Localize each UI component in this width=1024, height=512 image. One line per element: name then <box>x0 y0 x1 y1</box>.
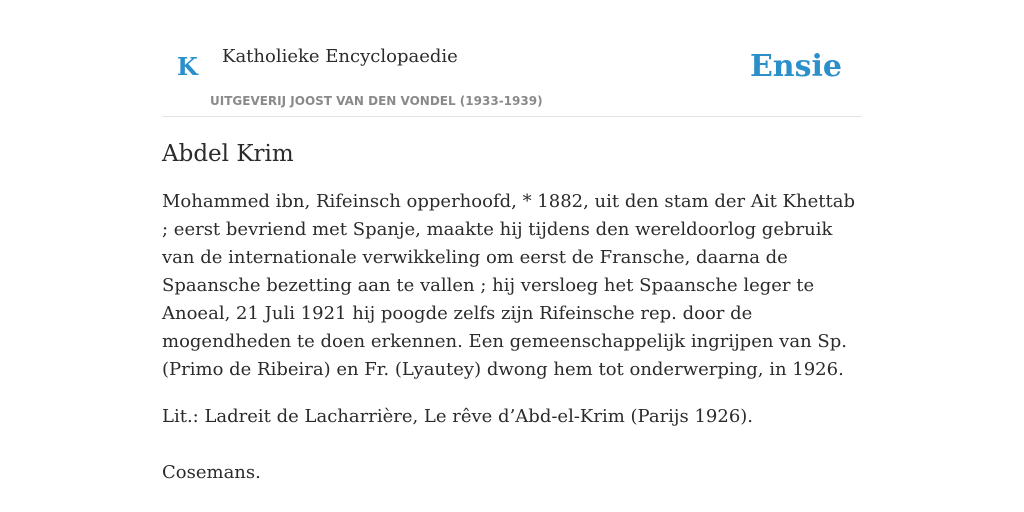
ensie-logo-link[interactable]: Ensie <box>749 49 842 84</box>
entry-body: Mohammed ibn, Rifeinsch opperhoofd, * 1882, uit den stam der Ait Khettab ; eerst bevriend met Spanje, maakte hij tijdens den wereldoorlog gebruik van de internationale verwikkeling om eerst de Fransche, daarna de Spaansche bezetting aan te vallen ; hij versloeg het Spaansche leger te Anoeal, 21 Juli 1921 hij poogde zelfs zijn Rifeinsche rep. door de mogendheden te doen erkennen. Een gemeenschappelijk ingrijpen van Sp. (Primo de Ribeira) en Fr. (Lyautey) dwong hem tot onderwerping, in 1926. <box>162 191 855 381</box>
article-content <box>162 138 862 487</box>
entry-author: Cosemans. <box>162 462 261 484</box>
publication-logo[interactable]: K <box>177 52 198 81</box>
entry-title: Abdel Krim <box>162 141 294 167</box>
entry-literature: Lit.: Ladreit de Lacharrière, Le rêve d’Abd-el-Krim (Parijs 1926). <box>162 406 754 428</box>
site-header <box>162 0 862 117</box>
publication-subtitle: UITGEVERIJ JOOST VAN DEN VONDEL (1933-1939) <box>210 94 543 108</box>
publication-title[interactable]: Katholieke Encyclopaedie <box>222 46 458 67</box>
